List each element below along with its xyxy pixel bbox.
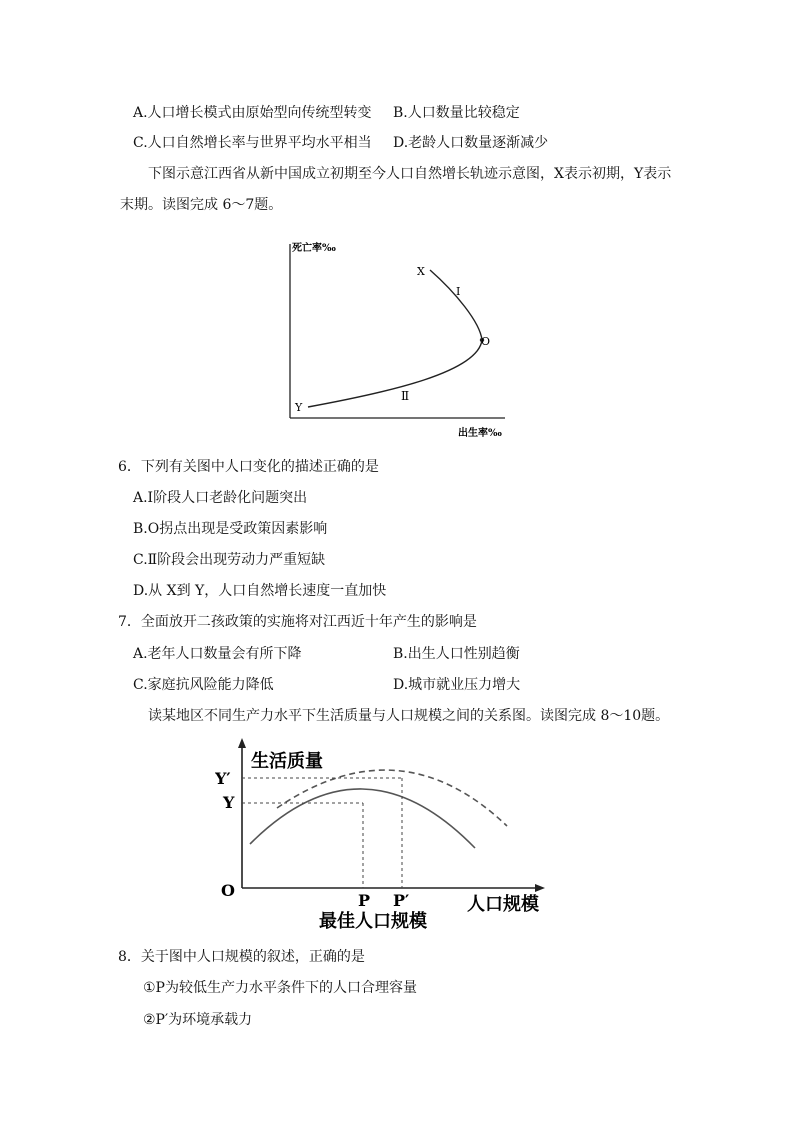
figure2-caption: 最佳人口规模	[319, 911, 427, 932]
figure2-x-arrow	[535, 884, 545, 892]
q6-option-c: C.Ⅱ阶段会出现劳动力严重短缺	[133, 552, 326, 568]
q7-option-b: B.出生人口性别趋衡	[393, 646, 520, 662]
q8-stem: 8．关于图中人口规模的叙述，正确的是	[118, 949, 365, 965]
q5-option-a: A.人口增长模式由原始型向传统型转变	[133, 105, 372, 121]
population-growth-trajectory-figure	[280, 232, 520, 442]
intro-paragraph-1-line1: 下图示意江西省从新中国成立初期至今人口自然增长轨迹示意图，X表示初期，Y表示	[148, 166, 672, 182]
label-p: P	[358, 891, 371, 910]
label-o: O	[481, 335, 491, 348]
intro-paragraph-2: 读某地区不同生产力水平下生活质量与人口规模之间的关系图。读图完成 8～10题。	[148, 708, 670, 724]
q6-stem: 6．下列有关图中人口变化的描述正确的是	[118, 459, 379, 475]
figure1-ylabel: 死亡率‰	[292, 243, 336, 254]
label-x: X	[417, 265, 425, 278]
figure1-xlabel: 出生率‰	[458, 428, 502, 439]
label-stage-2: Ⅱ	[401, 389, 410, 403]
q6-option-b: B.O拐点出现是受政策因素影响	[133, 521, 328, 537]
curve-stage-1	[430, 270, 482, 340]
figure2-ylabel: 生活质量	[251, 751, 323, 772]
label-y-prime: Y′	[215, 769, 231, 788]
curve-stage-2	[308, 340, 482, 407]
q6-option-d: D.从 X到 Y，人口自然增长速度一直加快	[133, 583, 387, 599]
q7-option-a: A.老年人口数量会有所下降	[133, 646, 302, 662]
figure2-xlabel: 人口规模	[467, 894, 539, 915]
q7-stem: 7．全面放开二孩政策的实施将对江西近十年产生的影响是	[118, 614, 477, 630]
q5-option-b: B.人口数量比较稳定	[393, 105, 520, 121]
figure2-y-arrow	[238, 738, 246, 748]
q5-option-c: C.人口自然增长率与世界平均水平相当	[133, 135, 372, 151]
label-stage-1: Ⅰ	[456, 285, 461, 298]
q5-option-d: D.老龄人口数量逐渐减少	[393, 135, 549, 151]
label-p-prime: P′	[393, 891, 410, 910]
intro-paragraph-1-line2: 末期。读图完成 6～7题。	[120, 197, 283, 213]
label-y: Y	[295, 401, 303, 414]
q8-statement-1: ①P为较低生产力水平条件下的人口合理容量	[143, 980, 417, 996]
label-origin: O	[221, 881, 235, 900]
q6-option-a: A.Ⅰ阶段人口老龄化问题突出	[133, 490, 308, 506]
quality-of-life-population-figure	[215, 736, 565, 932]
q7-option-d: D.城市就业压力增大	[393, 677, 521, 693]
q8-statement-2: ②P′为环境承载力	[143, 1012, 253, 1028]
label-y: Y	[223, 793, 235, 812]
q7-option-c: C.家庭抗风险能力降低	[133, 677, 274, 693]
